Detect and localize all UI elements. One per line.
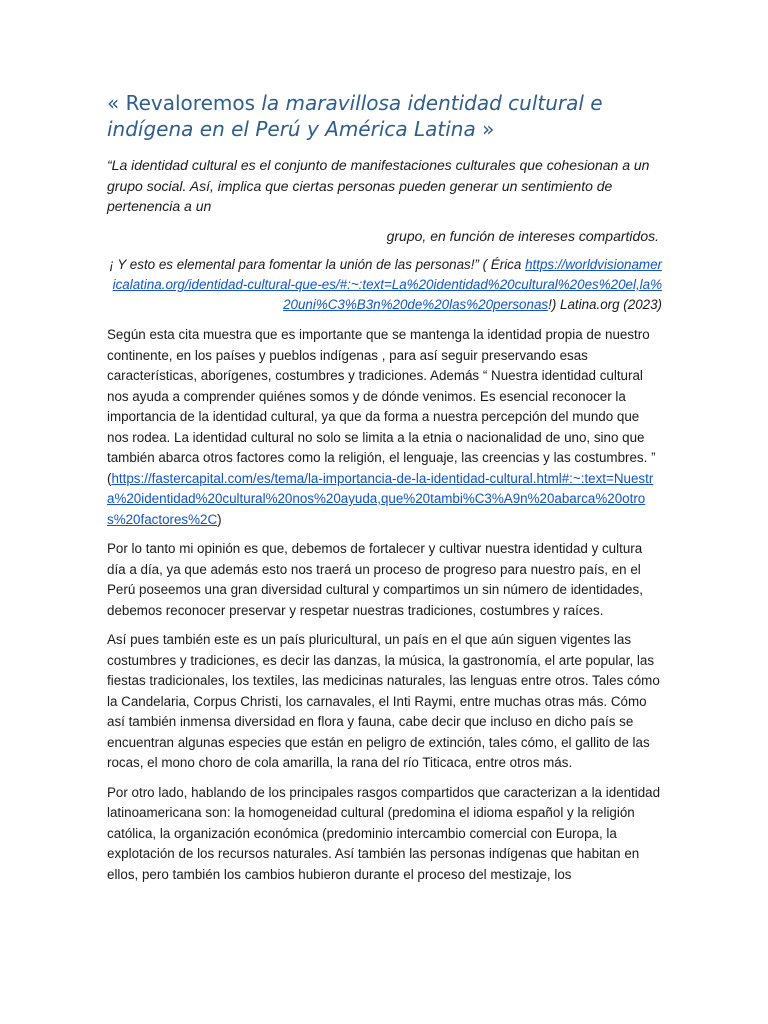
citation-suffix: !) Latina.org (2023) (548, 297, 662, 312)
quote-main: “La identidad cultural es el conjunto de manifestaciones culturales que cohesionan a un grupo social. Así, implica que ciertas personas pueden generar un sentimiento de pertenencia a un (107, 157, 650, 214)
quote-continuation: grupo, en función de intereses compartidos. (386, 227, 659, 244)
paragraph-3: Así pues también este es un país pluricultural, un país en el que aún siguen vigentes las costumbres y tradiciones, es decir las danzas, la música, la gastronomía, el arte popular, las fiestas tradicionales, los textiles, las medicinas naturales, las lenguas entre otros. Tales cómo la Candelaria, Corpus Christi, los carnavales, el Inti Raymi, entre muchas otras más. Cómo así también inmensa diversidad en flora y fauna, cabe decir que incluso en dicho país se encuentran algunas especies que están en peligro de extinción, tales cómo, el gallito de las rocas, el mono choro de cola amarilla, la rana del río Titicaca, entre otros más. (107, 632, 660, 770)
document-page (107, 90, 662, 885)
quote-citation (107, 255, 662, 315)
paragraph-1-text: Según esta cita muestra que es importante que se mantenga la identidad propia de nuestro continente, en los países y pueblos indígenas , para así seguir preservando esas características, aborígenes, costumbres y tradiciones. Además “ Nuestra identidad cultural nos ayuda a comprender quiénes somos y de dónde venimos. Es esencial reconocer la importancia de la identidad cultural, ya que da forma a nuestra percepción del mundo que nos rodea. La identidad cultural no solo se limita a la etnia o nacionalidad de uno, sino que también abarca otros factores como la religión, el lenguaje, las creencias y las costumbres. ” ( (107, 327, 656, 486)
paragraph-1-end: ) (217, 511, 222, 527)
title-prefix: « Revaloremos (107, 91, 262, 115)
document-title (107, 90, 662, 142)
paragraph-4: Por otro lado, hablando de los principales rasgos compartidos que caracterizan a la identidad latinoamericana son: la homogeneidad cultural (predomina el idioma español y la religión católica, la organización económica (predominio intercambio comercial con Europa, la explotación de los recursos naturales. Así también las personas indígenas que habitan en ellos, pero también los cambios hubieron durante el proceso del mestizaje, los (107, 784, 661, 882)
citation-link[interactable]: https://worldvisionamericalatina.org/identidad-cultural-que-es/#:~:text=La%20identidad%20cultural%20es%20el,la%20uni%C3%B3n%20de%20las%20personas (112, 257, 662, 312)
title-italic: la maravillosa identidad cultural e indígena en el Perú y América Latina (107, 91, 603, 141)
quote-closing-text: ¡ Y esto es elemental para fomentar la unión de las personas!” ( Érica (109, 257, 522, 272)
title-suffix: » (475, 117, 495, 141)
paragraph-1 (107, 325, 662, 530)
fastercapital-link[interactable]: https://fastercapital.com/es/tema/la-importancia-de-la-identidad-cultural.html#:~:text=Nuestra%20identidad%20cultural%20nos%20ayuda,que%20tambi%C3%A9n%20abarca%20otros%20factores%2C (107, 470, 654, 527)
paragraph-2: Por lo tanto mi opinión es que, debemos de fortalecer y cultivar nuestra identidad y cultura día a día, ya que además esto nos traerá un proceso de progreso para nuestro país, en el Perú poseemos una gran diversidad cultural y compartimos un sin número de identidades, debemos reconocer preservar y respetar nuestras tradiciones, costumbres y raíces. (107, 541, 643, 618)
